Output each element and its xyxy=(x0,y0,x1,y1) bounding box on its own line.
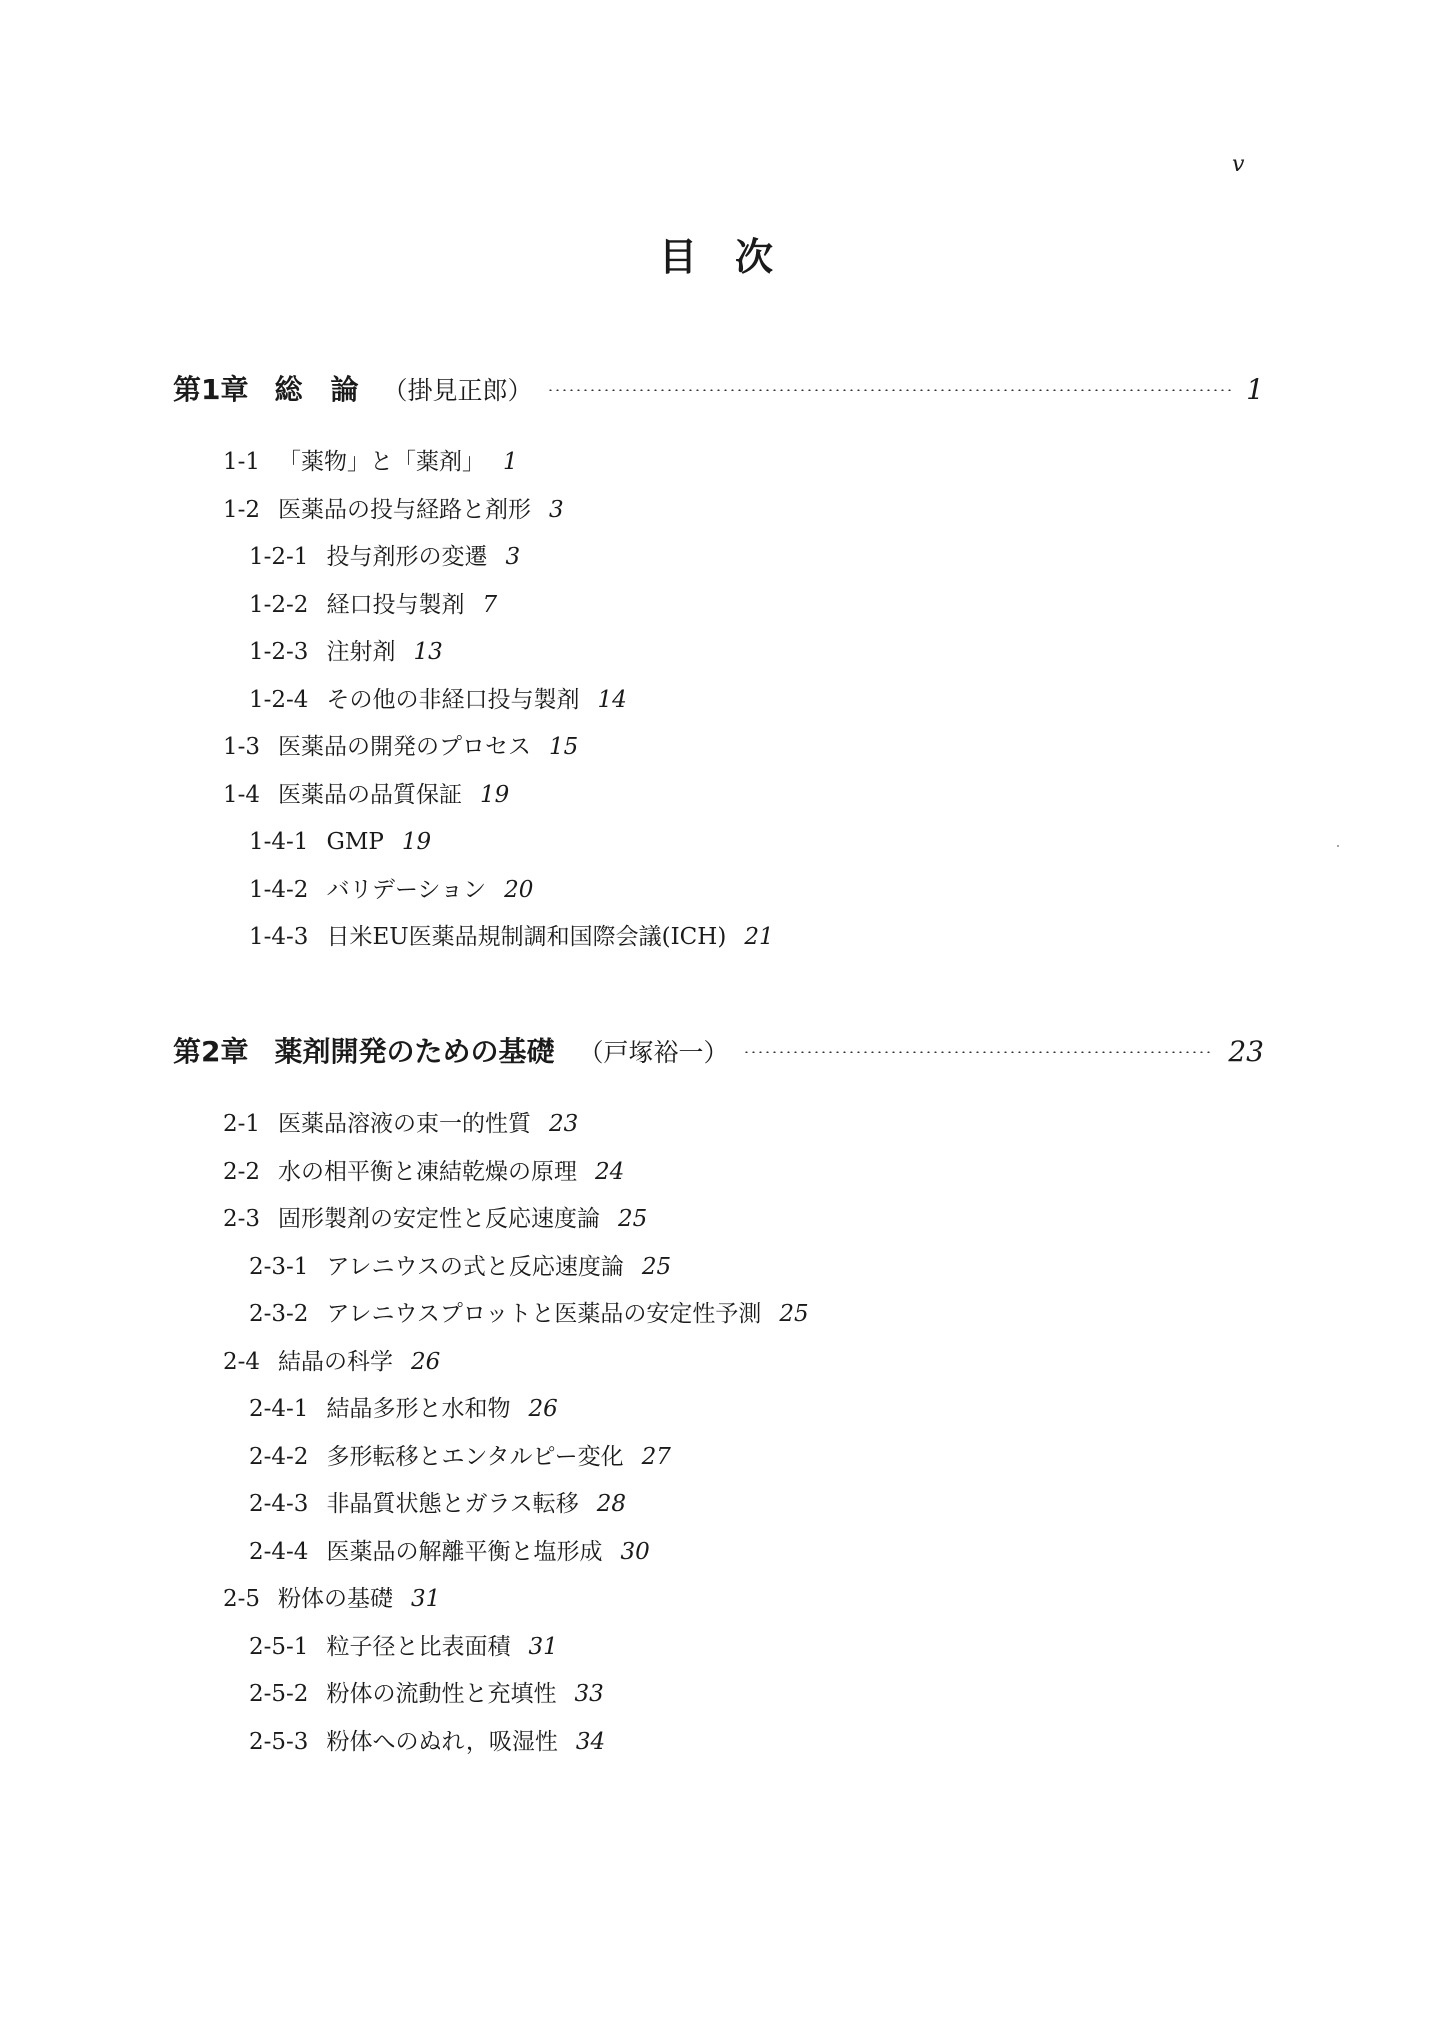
section-page: 15 xyxy=(549,734,579,760)
chapter-title: 薬剤開発のための基礎 xyxy=(274,1035,555,1068)
section-title: 経口投与製剤 xyxy=(326,591,465,618)
page-number: v xyxy=(1232,152,1245,177)
section-title: GMP xyxy=(326,829,384,855)
section-number: 1-4 xyxy=(223,781,261,808)
section-page: 30 xyxy=(620,1538,650,1565)
toc-entry[interactable] xyxy=(249,1247,671,1287)
section-title: アレニウスプロットと医薬品の安定性予測 xyxy=(326,1301,762,1327)
toc-entry[interactable] xyxy=(223,775,509,815)
toc-entry[interactable] xyxy=(223,727,578,767)
section-title: 結晶の科学 xyxy=(278,1348,394,1375)
section-number: 2-3-1 xyxy=(249,1253,309,1280)
section-number: 2-5 xyxy=(223,1586,261,1612)
section-title: アレニウスの式と反応速度論 xyxy=(326,1253,624,1280)
section-title: 粉体の基礎 xyxy=(278,1586,394,1612)
section-page: 13 xyxy=(413,639,443,665)
section-page: 25 xyxy=(618,1206,648,1232)
chapter-author: （戸塚裕一） xyxy=(578,1038,729,1067)
section-number: 2-4-4 xyxy=(249,1538,309,1565)
section-number: 1-4-2 xyxy=(249,876,309,903)
section-page: 26 xyxy=(411,1348,441,1375)
section-page: 27 xyxy=(641,1443,671,1470)
toc-entry[interactable] xyxy=(249,1722,605,1762)
chapter-number: 第2章 xyxy=(173,1035,249,1068)
section-number: 1-2 xyxy=(223,496,261,523)
chapter-number: 第1章 xyxy=(173,373,249,406)
section-number: 1-2-2 xyxy=(249,591,309,618)
section-page: 24 xyxy=(595,1158,625,1185)
section-title: 投与剤形の変遷 xyxy=(326,544,488,570)
section-page: 14 xyxy=(597,686,627,713)
toc-entry[interactable] xyxy=(249,537,520,577)
section-page: 3 xyxy=(549,496,564,523)
chapter-2 xyxy=(173,1030,1264,1755)
chapter-page: 23 xyxy=(1228,1035,1264,1068)
section-page: 26 xyxy=(528,1396,558,1422)
toc-entry[interactable] xyxy=(249,1484,626,1524)
section-title: その他の非経口投与製剤 xyxy=(326,686,580,713)
section-number: 2-4-2 xyxy=(249,1443,309,1470)
section-number: 1-1 xyxy=(223,449,261,475)
section-title: 結晶多形と水和物 xyxy=(326,1396,511,1422)
section-title: 粉体の流動性と充填性 xyxy=(326,1681,557,1707)
section-page: 25 xyxy=(779,1301,809,1327)
dot-leader xyxy=(743,1051,1215,1053)
section-page: 31 xyxy=(411,1586,441,1612)
toc-entry[interactable] xyxy=(249,632,443,672)
section-title: 医薬品の品質保証 xyxy=(278,781,463,808)
section-number: 2-3 xyxy=(223,1206,261,1232)
section-number: 2-1 xyxy=(223,1111,261,1137)
section-title: 「薬物」と「薬剤」 xyxy=(278,449,486,475)
section-title: 医薬品の解離平衡と塩形成 xyxy=(326,1538,603,1565)
page-title: 目次 xyxy=(658,235,811,279)
section-title: 水の相平衡と凍結乾燥の原理 xyxy=(278,1158,578,1185)
chapter-heading[interactable] xyxy=(173,368,1264,412)
section-page: 33 xyxy=(574,1681,604,1707)
toc-entry[interactable] xyxy=(223,1104,578,1144)
toc-entry[interactable] xyxy=(249,870,533,910)
toc-entry[interactable] xyxy=(249,680,627,720)
section-number: 2-5-3 xyxy=(249,1728,309,1755)
dot-leader xyxy=(547,389,1233,391)
toc-entry[interactable] xyxy=(249,1437,671,1477)
section-title: 医薬品の投与経路と剤形 xyxy=(278,496,532,523)
section-title: 非晶質状態とガラス転移 xyxy=(326,1491,579,1517)
toc-entry[interactable] xyxy=(223,490,564,530)
section-number: 1-2-1 xyxy=(249,544,309,570)
toc-entry[interactable] xyxy=(249,1627,558,1667)
section-number: 2-2 xyxy=(223,1158,261,1185)
toc-entry[interactable] xyxy=(249,822,431,862)
toc-entry[interactable] xyxy=(223,1199,647,1239)
section-number: 2-5-1 xyxy=(249,1633,309,1660)
toc-entry[interactable] xyxy=(249,917,774,957)
section-number: 2-3-2 xyxy=(249,1301,309,1327)
chapter-title: 総 論 xyxy=(274,373,359,406)
toc-entry[interactable] xyxy=(249,1294,809,1334)
section-title: 医薬品の開発のプロセス xyxy=(278,734,532,760)
chapter-page: 1 xyxy=(1246,373,1264,406)
section-number: 1-3 xyxy=(223,734,261,760)
section-number: 1-4-3 xyxy=(249,924,309,950)
toc-entry[interactable] xyxy=(223,1342,440,1382)
section-page: 7 xyxy=(482,591,498,618)
section-title: 多形転移とエンタルピー変化 xyxy=(326,1443,624,1470)
section-title: 固形製剤の安定性と反応速度論 xyxy=(278,1206,601,1232)
section-page: 31 xyxy=(528,1633,558,1660)
section-page: 25 xyxy=(641,1253,672,1280)
toc-entry[interactable] xyxy=(223,1579,440,1619)
section-title: 医薬品溶液の束一的性質 xyxy=(278,1111,532,1137)
section-number: 1-2-3 xyxy=(249,639,309,665)
toc-entry[interactable] xyxy=(249,585,497,625)
section-number: 1-4-1 xyxy=(249,829,309,855)
section-page: 19 xyxy=(480,781,510,808)
toc-entry[interactable] xyxy=(249,1674,604,1714)
toc-entry[interactable] xyxy=(223,1152,624,1192)
section-title: 注射剤 xyxy=(326,639,396,665)
section-title: 粉体へのぬれ，吸湿性 xyxy=(326,1728,558,1755)
section-page: 28 xyxy=(596,1491,627,1517)
section-page: 23 xyxy=(549,1111,579,1137)
section-page: 3 xyxy=(505,544,521,570)
section-page: 21 xyxy=(744,924,774,950)
chapter-author: （掛見正郎） xyxy=(382,376,533,405)
section-number: 2-4-3 xyxy=(249,1491,309,1517)
section-page: 34 xyxy=(575,1728,606,1755)
section-title: 日米EU医薬品規制調和国際会議(ICH) xyxy=(326,924,727,950)
section-number: 2-4-1 xyxy=(249,1396,309,1422)
section-page: 19 xyxy=(401,829,432,855)
chapter-1 xyxy=(173,368,1264,950)
section-page: 20 xyxy=(504,876,534,903)
section-page: 1 xyxy=(503,449,518,475)
toc-entry[interactable] xyxy=(249,1389,558,1429)
section-number: 2-4 xyxy=(223,1348,261,1375)
toc-entry[interactable] xyxy=(249,1532,650,1572)
section-number: 1-2-4 xyxy=(249,686,309,713)
toc-entry[interactable] xyxy=(223,442,518,482)
scan-speck xyxy=(1337,845,1339,847)
section-title: 粒子径と比表面積 xyxy=(326,1633,511,1660)
section-number: 2-5-2 xyxy=(249,1681,309,1707)
chapter-heading[interactable] xyxy=(173,1030,1264,1074)
section-title: バリデーション xyxy=(326,876,487,903)
